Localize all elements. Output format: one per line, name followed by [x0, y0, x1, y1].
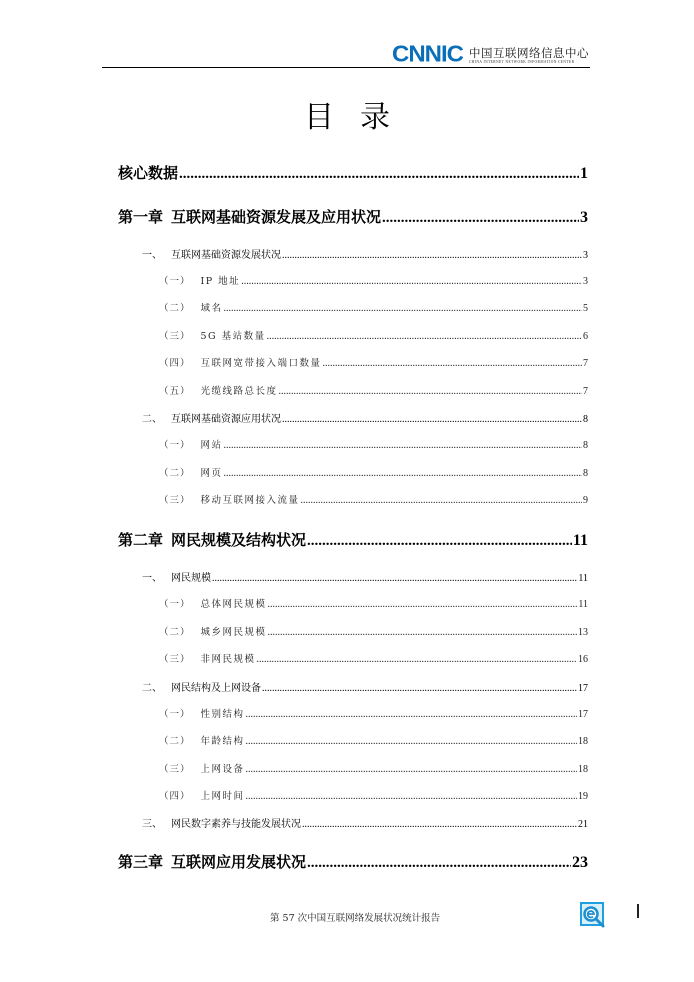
cnnic-logo [392, 41, 589, 68]
toc-entry-core-data[interactable] [118, 162, 588, 183]
toc-entry-label: 网民规模 [171, 573, 211, 584]
magnifier-e-icon [580, 902, 606, 928]
toc-entry-page: 11 [572, 532, 588, 549]
org-name-block [469, 45, 589, 65]
dot-leader [224, 440, 582, 451]
toc-entry-label: 互联网基础资源发展及应用状况 [171, 208, 382, 226]
subsection-number: （一） [159, 599, 191, 610]
toc-entry-chapter-2[interactable] [118, 529, 588, 550]
toc-entry-page: 8 [583, 440, 588, 451]
dot-leader [246, 764, 577, 775]
toc-entry-subsection[interactable] [159, 624, 588, 638]
cnnic-logo-mark: CNNIC [392, 41, 463, 68]
dot-leader [179, 166, 579, 183]
subsection-number: （三） [159, 495, 191, 506]
section-number: 二、 [142, 683, 162, 694]
toc-entry-label: 上网设备 [200, 764, 245, 775]
dot-leader [268, 627, 577, 638]
toc-entry-page: 5 [583, 303, 588, 314]
toc-entry-page: 3 [583, 276, 588, 287]
dot-leader [246, 736, 577, 747]
toc-entry-subsection[interactable] [159, 383, 588, 397]
subsection-number: （一） [159, 709, 191, 720]
toc-entry-label: 网站 [200, 440, 223, 451]
toc-entry-page: 6 [583, 331, 588, 342]
toc-entry-page: 19 [578, 791, 588, 802]
toc-entry-subsection[interactable] [159, 437, 588, 451]
toc-entry-label: 性别结构 [200, 709, 245, 720]
toc-entry-label: 城乡网民规模 [200, 627, 267, 638]
toc-entry-chapter-1[interactable] [118, 206, 588, 227]
toc-entry-label: 互联网基础资源发展状况 [171, 250, 281, 261]
toc-entry-label: 网民规模及结构状况 [171, 531, 307, 549]
toc-entry-page: 1 [580, 165, 588, 182]
toc-entry-page: 8 [583, 414, 588, 425]
dot-leader [382, 210, 579, 227]
subsection-number: （三） [159, 654, 191, 665]
toc-entry-label: 年龄结构 [200, 736, 245, 747]
toc-entry-page: 7 [583, 358, 588, 369]
toc-entry-subsection[interactable] [159, 328, 588, 342]
section-number: 二、 [142, 414, 162, 425]
toc-entry-page: 17 [578, 683, 588, 694]
dot-leader [262, 683, 577, 694]
toc-entry-chapter-3[interactable] [118, 851, 588, 872]
toc-entry-label: 互联网基础资源应用状况 [171, 414, 281, 425]
toc-entry-section[interactable] [142, 679, 588, 694]
toc-entry-label: 网民结构及上网设备 [171, 683, 261, 694]
toc-entry-subsection[interactable] [159, 733, 588, 747]
toc-entry-section[interactable] [142, 815, 588, 830]
toc-entry-page: 18 [578, 736, 588, 747]
toc-entry-label: 移动互联网接入流量 [200, 495, 300, 506]
toc-title: 目录 [304, 100, 416, 135]
toc-entry-page: 18 [578, 764, 588, 775]
section-number: 三、 [142, 819, 162, 830]
subsection-number: （三） [159, 331, 191, 342]
toc-entry-label: 非网民规模 [200, 654, 256, 665]
chapter-number: 第二章 [118, 531, 164, 549]
dot-leader [282, 414, 582, 425]
dot-leader [323, 358, 582, 369]
dot-leader [246, 709, 577, 720]
dot-leader [212, 573, 577, 584]
toc-entry-subsection[interactable] [159, 355, 588, 369]
toc-entry-page: 13 [578, 627, 588, 638]
toc-entry-label: 核心数据 [118, 164, 179, 182]
dot-leader [279, 386, 582, 397]
toc-entry-subsection[interactable] [159, 761, 588, 775]
subsection-number: （五） [159, 386, 191, 397]
subsection-number: （二） [159, 468, 191, 479]
toc-entry-subsection[interactable] [159, 492, 588, 506]
toc-entry-subsection[interactable] [159, 596, 588, 610]
dot-leader [224, 468, 582, 479]
dot-leader [301, 495, 582, 506]
toc-entry-label: 域名 [200, 303, 223, 314]
toc-entry-subsection[interactable] [159, 651, 588, 665]
toc-entry-label: IP 地址 [200, 276, 241, 287]
dot-leader [307, 533, 572, 550]
toc-entry-page: 17 [578, 709, 588, 720]
subsection-number: （二） [159, 627, 191, 638]
toc-entry-page: 11 [578, 599, 588, 610]
toc-entry-label: 互联网应用发展状况 [171, 853, 307, 871]
dot-leader [241, 276, 582, 287]
org-name-en: CHINA INTERNET NETWORK INFORMATION CENTER [469, 60, 575, 65]
dot-leader [282, 250, 582, 261]
subsection-number: （三） [159, 764, 191, 775]
org-name-cn: 中国互联网络信息中心 [469, 45, 589, 60]
toc-entry-section[interactable] [142, 246, 588, 261]
dot-leader [246, 791, 577, 802]
toc-entry-label: 互联网宽带接入端口数量 [200, 358, 322, 369]
dot-leader [267, 331, 582, 342]
toc-entry-label: 5G 基站数量 [200, 331, 266, 342]
toc-entry-page: 16 [578, 654, 588, 665]
toc-entry-page: 21 [578, 819, 588, 830]
toc-entry-page: 9 [583, 495, 588, 506]
toc-entry-label: 总体网民规模 [200, 599, 267, 610]
toc-entry-subsection[interactable] [159, 300, 588, 314]
toc-entry-page: 23 [572, 854, 588, 871]
subsection-number: （一） [159, 440, 191, 451]
dot-leader [257, 654, 577, 665]
subsection-number: （二） [159, 303, 191, 314]
section-number: 一、 [142, 250, 162, 261]
subsection-number: （四） [159, 791, 191, 802]
dot-leader [307, 855, 571, 872]
section-number: 一、 [142, 573, 162, 584]
toc-entry-label: 光缆线路总长度 [200, 386, 278, 397]
toc-entry-page: 7 [583, 386, 588, 397]
toc-entry-subsection[interactable] [159, 706, 588, 720]
toc-entry-page: 8 [583, 468, 588, 479]
toc-entry-label: 网页 [200, 468, 223, 479]
page-number [637, 904, 639, 918]
toc-entry-page: 3 [580, 209, 588, 226]
toc-entry-subsection[interactable] [159, 465, 588, 479]
toc-entry-page: 3 [583, 250, 588, 261]
subsection-number: （四） [159, 358, 191, 369]
footer-report-title: 第 57 次中国互联网络发展状况统计报告 [270, 913, 441, 924]
dot-leader [268, 599, 578, 610]
dot-leader [302, 819, 577, 830]
chapter-number: 第一章 [118, 208, 164, 226]
toc-entry-subsection[interactable] [159, 273, 588, 287]
toc-entry-label: 上网时间 [200, 791, 245, 802]
dot-leader [224, 303, 582, 314]
toc-entry-subsection[interactable] [159, 788, 588, 802]
toc-entry-page: 11 [578, 573, 588, 584]
toc-entry-label: 网民数字素养与技能发展状况 [171, 819, 301, 830]
subsection-number: （二） [159, 736, 191, 747]
toc-entry-section[interactable] [142, 410, 588, 425]
header-rule [102, 67, 590, 68]
toc-entry-section[interactable] [142, 569, 588, 584]
subsection-number: （一） [159, 276, 191, 287]
chapter-number: 第三章 [118, 853, 164, 871]
